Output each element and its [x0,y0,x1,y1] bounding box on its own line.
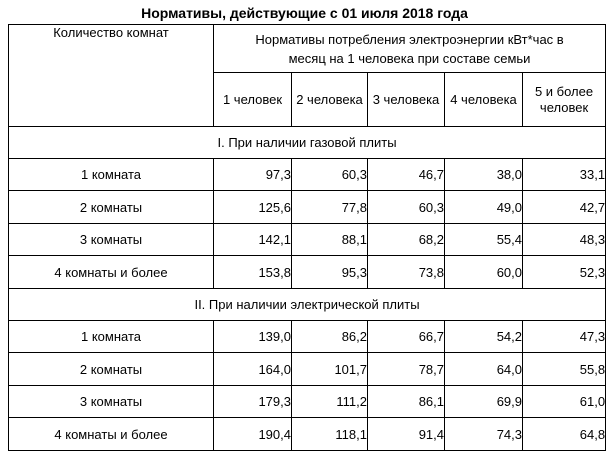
norms-table-body [9,25,606,451]
section-title: II. При наличии электрической плиты [9,289,606,321]
norm-value-cell: 86,1 [368,386,445,418]
norms-column-header [214,25,606,73]
family-col-header: 5 и более человек [523,73,606,127]
norms-header-line1: Нормативы потребления электроэнергии кВт*час в [255,31,564,47]
norm-value-cell: 142,1 [214,224,292,256]
table-row [9,353,606,386]
header-row [9,25,606,73]
table-row [9,191,606,224]
norm-value-cell: 164,0 [214,353,292,386]
norm-value-cell: 73,8 [368,256,445,289]
room-label: 4 комнаты и более [9,256,214,289]
norm-value-cell: 95,3 [292,256,368,289]
family-col-header: 1 человек [214,73,292,127]
room-label: 4 комнаты и более [9,418,214,451]
norm-value-cell: 46,7 [368,159,445,191]
norm-value-cell: 139,0 [214,321,292,353]
norm-value-cell: 153,8 [214,256,292,289]
table-row [9,159,606,191]
room-label: 1 комната [9,321,214,353]
family-col-header: 4 человека [445,73,523,127]
norms-table [8,24,606,451]
norm-value-cell: 38,0 [445,159,523,191]
room-label: 2 комнаты [9,353,214,386]
norm-value-cell: 60,3 [292,159,368,191]
norm-value-cell: 64,8 [523,418,606,451]
norm-value-cell: 88,1 [292,224,368,256]
norm-value-cell: 61,0 [523,386,606,418]
norm-value-cell: 60,3 [368,191,445,224]
table-row [9,386,606,418]
table-row [9,224,606,256]
family-col-header: 2 человека [292,73,368,127]
norm-value-cell: 97,3 [214,159,292,191]
section-title: I. При наличии газовой плиты [9,127,606,159]
norm-value-cell: 55,4 [445,224,523,256]
page-title: Нормативы, действующие с 01 июля 2018 года [141,5,468,21]
table-row [9,256,606,289]
section-row [9,289,606,321]
room-label: 3 комнаты [9,224,214,256]
norm-value-cell: 101,7 [292,353,368,386]
norm-value-cell: 86,2 [292,321,368,353]
section-row [9,127,606,159]
norm-value-cell: 66,7 [368,321,445,353]
norm-value-cell: 69,9 [445,386,523,418]
norm-value-cell: 47,3 [523,321,606,353]
norm-value-cell: 179,3 [214,386,292,418]
norm-value-cell: 118,1 [292,418,368,451]
family-col-header: 3 человека [368,73,445,127]
norm-value-cell: 77,8 [292,191,368,224]
norm-value-cell: 55,8 [523,353,606,386]
norm-value-cell: 74,3 [445,418,523,451]
norm-value-cell: 64,0 [445,353,523,386]
norm-value-cell: 78,7 [368,353,445,386]
norm-value-cell: 91,4 [368,418,445,451]
table-row [9,321,606,353]
room-label: 1 комната [9,159,214,191]
norm-value-cell: 33,1 [523,159,606,191]
norms-header-line2: месяц на 1 человека при составе семьи [288,50,531,66]
norm-value-cell: 54,2 [445,321,523,353]
room-label: 3 комнаты [9,386,214,418]
norm-value-cell: 49,0 [445,191,523,224]
norm-value-cell: 68,2 [368,224,445,256]
norm-value-cell: 125,6 [214,191,292,224]
norm-value-cell: 60,0 [445,256,523,289]
norm-value-cell: 111,2 [292,386,368,418]
table-row [9,418,606,451]
norm-value-cell: 48,3 [523,224,606,256]
norm-value-cell: 52,3 [523,256,606,289]
norm-value-cell: 42,7 [523,191,606,224]
room-label: 2 комнаты [9,191,214,224]
norm-value-cell: 190,4 [214,418,292,451]
rooms-column-header: Количество комнат [9,25,214,127]
